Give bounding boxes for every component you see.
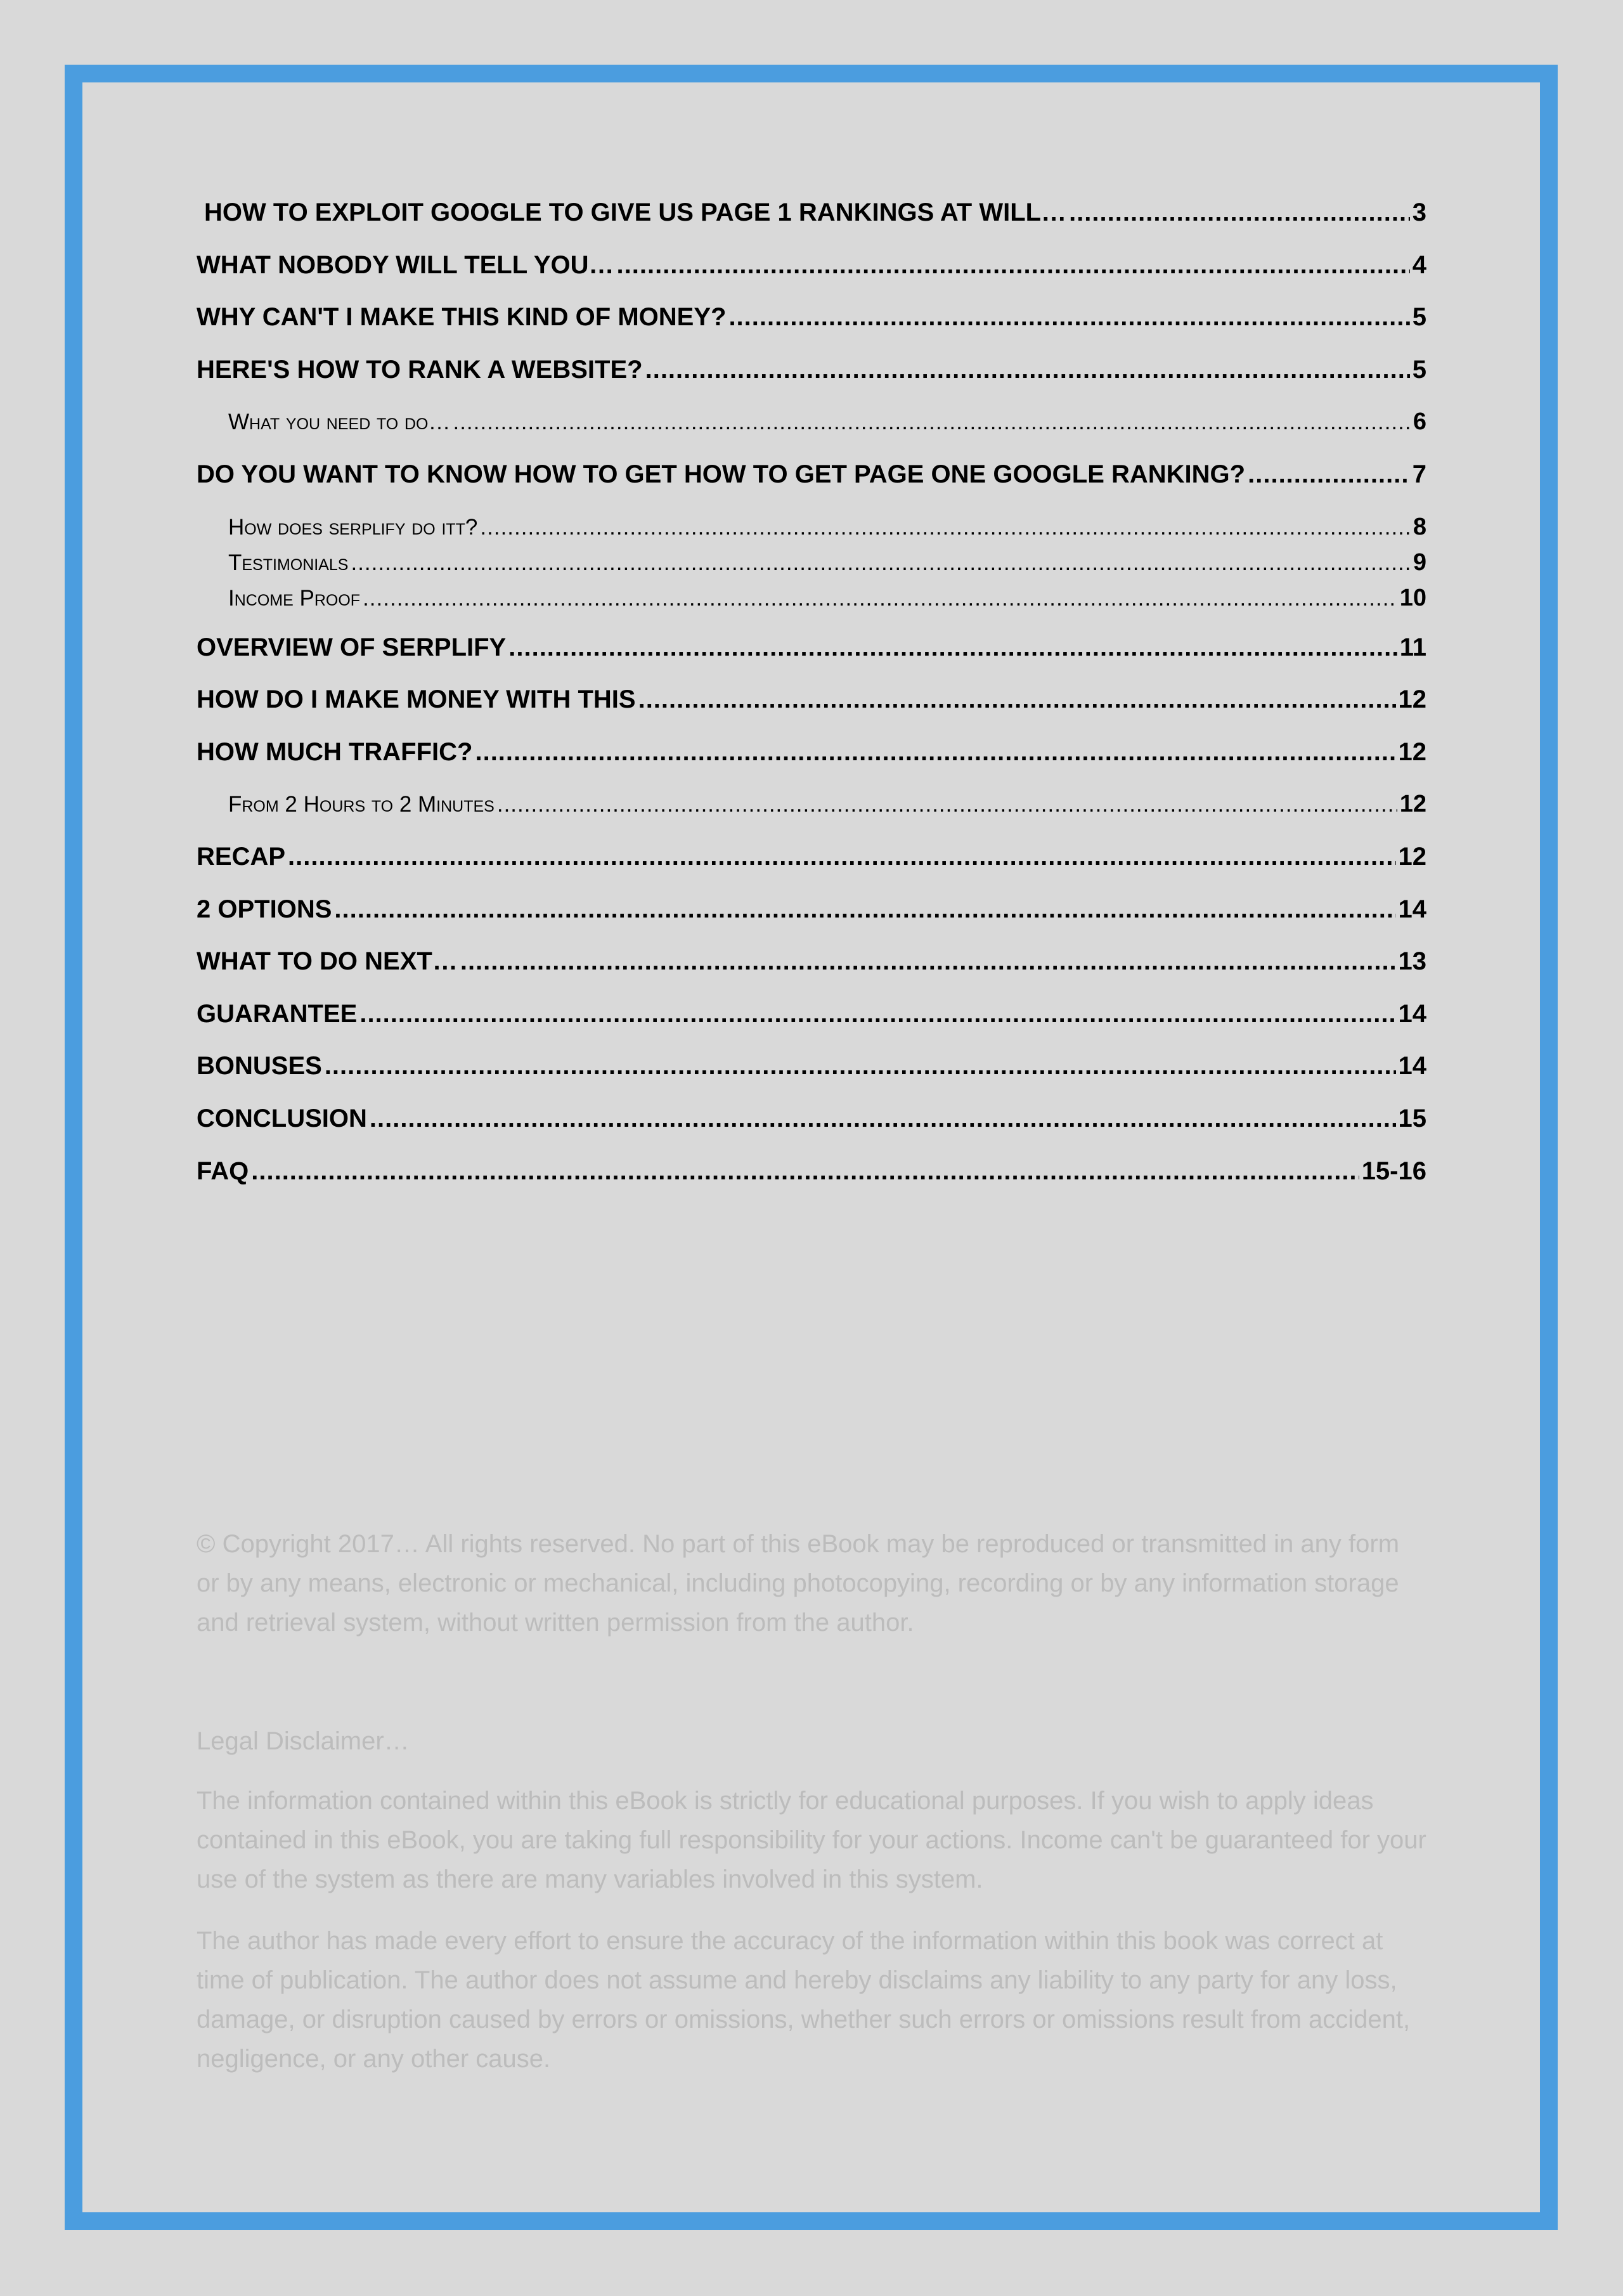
toc-dot-leader (508, 628, 1397, 666)
toc-entry[interactable] (197, 1099, 1426, 1152)
toc-dot-leader (645, 351, 1410, 389)
toc-entry-page: 5 (1412, 303, 1426, 332)
toc-entry-label: OVERVIEW OF SERPLIFY (197, 633, 507, 661)
toc-subentry[interactable] (197, 403, 1426, 455)
toc-subentry[interactable] (197, 543, 1426, 579)
toc-entry-label: DO YOU WANT TO KNOW HOW TO GET HOW TO GET PAGE ONE GOOGLE RANKING? (197, 460, 1246, 488)
table-of-contents (197, 193, 1426, 1204)
toc-entry-label: How does serplify do itt? (228, 514, 478, 540)
toc-entry-label: What you need to do… (228, 410, 451, 435)
disclaimer-title: Legal Disclaimer… (197, 1727, 410, 1755)
toc-entry-page: 4 (1412, 250, 1426, 279)
toc-entry-label: RECAP (197, 842, 286, 871)
toc-entry[interactable] (197, 628, 1426, 681)
toc-entry-label: 2 OPTIONS (197, 895, 332, 923)
toc-entry-label: FAQ (197, 1157, 249, 1185)
toc-entry[interactable] (197, 838, 1426, 890)
toc-dot-leader (453, 403, 1410, 441)
toc-subentry[interactable] (197, 579, 1426, 628)
toc-dot-leader (480, 509, 1410, 547)
toc-entry-page: 8 (1413, 513, 1426, 540)
toc-entry[interactable] (197, 1152, 1426, 1205)
toc-dot-leader (617, 246, 1410, 284)
toc-entry[interactable] (197, 1047, 1426, 1099)
toc-dot-leader (728, 298, 1409, 336)
toc-entry-label: Testimonials (228, 550, 349, 575)
toc-entry-label: From 2 Hours to 2 Minutes (228, 792, 495, 817)
toc-entry-page: 13 (1398, 947, 1426, 976)
toc-entry-page: 15 (1398, 1104, 1426, 1132)
toc-entry[interactable] (197, 733, 1426, 786)
toc-dot-leader (351, 544, 1410, 582)
toc-dot-leader (288, 838, 1395, 876)
toc-dot-leader (638, 680, 1396, 718)
legal-notice (197, 1524, 1426, 2079)
toc-dot-leader (359, 995, 1395, 1033)
toc-dot-leader (460, 942, 1396, 980)
toc-entry-label: HOW TO EXPLOIT GOOGLE TO GIVE US PAGE 1 RANKINGS AT WILL… (204, 198, 1067, 226)
toc-entry-page: 14 (1398, 1052, 1426, 1080)
toc-dot-leader (1248, 455, 1410, 493)
toc-dot-leader (334, 890, 1395, 928)
toc-entry-page: 7 (1412, 460, 1426, 488)
toc-entry-label: HERE'S HOW TO RANK A WEBSITE? (197, 355, 643, 384)
toc-dot-leader (251, 1152, 1359, 1190)
toc-entry-page: 6 (1413, 408, 1426, 436)
toc-entry-page: 9 (1413, 548, 1426, 576)
toc-entry[interactable] (197, 246, 1426, 299)
toc-entry-page: 14 (1398, 999, 1426, 1028)
toc-entry[interactable] (197, 351, 1426, 403)
toc-entry-page: 12 (1398, 685, 1426, 714)
toc-entry[interactable] (197, 193, 1426, 246)
toc-dot-leader (1069, 193, 1410, 231)
toc-entry[interactable] (197, 455, 1426, 508)
toc-entry[interactable] (197, 680, 1426, 733)
toc-entry-page: 11 (1399, 633, 1426, 661)
toc-entry-page: 12 (1399, 791, 1426, 818)
copyright-text: © Copyright 2017… All rights reserved. No part of this eBook may be reproduced or transmitted in any form or by any means, electronic or mechanical, including photocopying, recording or by any information storage and retrieval system, without written permission from the author. (197, 1530, 1400, 1637)
toc-dot-leader (363, 580, 1397, 618)
toc-entry-label: HOW MUCH TRAFFIC? (197, 737, 473, 766)
toc-entry[interactable] (197, 942, 1426, 995)
toc-subentry[interactable] (197, 508, 1426, 543)
toc-entry-page: 10 (1399, 584, 1426, 611)
toc-entry-label: Income Proof (228, 585, 361, 611)
toc-entry-label: CONCLUSION (197, 1104, 367, 1132)
toc-entry-page: 15-16 (1361, 1157, 1426, 1185)
toc-entry-label: BONUSES (197, 1052, 322, 1080)
toc-dot-leader (475, 733, 1395, 771)
toc-entry[interactable] (197, 298, 1426, 351)
toc-entry-page: 12 (1398, 842, 1426, 871)
toc-entry-label: GUARANTEE (197, 999, 358, 1028)
toc-entry[interactable] (197, 995, 1426, 1047)
toc-entry-label: HOW DO I MAKE MONEY WITH THIS (197, 685, 636, 714)
toc-entry-label: WHAT TO DO NEXT… (197, 947, 458, 976)
disclaimer-paragraph: The information contained within this eBook is strictly for educational purposes. If you wish to apply ideas contained in this eBook, you are taking full responsibility for your actions. Income can't be guaranteed for your use of the system as there are many variables involved in this system. (197, 1787, 1426, 1893)
toc-dot-leader (370, 1099, 1396, 1138)
toc-entry-page: 5 (1412, 355, 1426, 384)
toc-entry[interactable] (197, 890, 1426, 943)
toc-entry-page: 14 (1398, 895, 1426, 923)
toc-entry-label: WHY CAN'T I MAKE THIS KIND OF MONEY? (197, 303, 727, 332)
toc-entry-label: WHAT NOBODY WILL TELL YOU… (197, 250, 614, 279)
toc-subentry[interactable] (197, 785, 1426, 838)
toc-dot-leader (325, 1047, 1396, 1085)
toc-entry-page: 3 (1412, 198, 1426, 226)
toc-dot-leader (497, 786, 1397, 824)
toc-entry-page: 12 (1398, 737, 1426, 766)
disclaimer-paragraph: The author has made every effort to ensure the accuracy of the information within this book was correct at time of publication. The author does not assume and hereby disclaims any liability to any party for any loss, damage, or disruption caused by errors or omissions, whether such errors or omissions result from accident, negligence, or any other cause. (197, 1927, 1411, 2073)
